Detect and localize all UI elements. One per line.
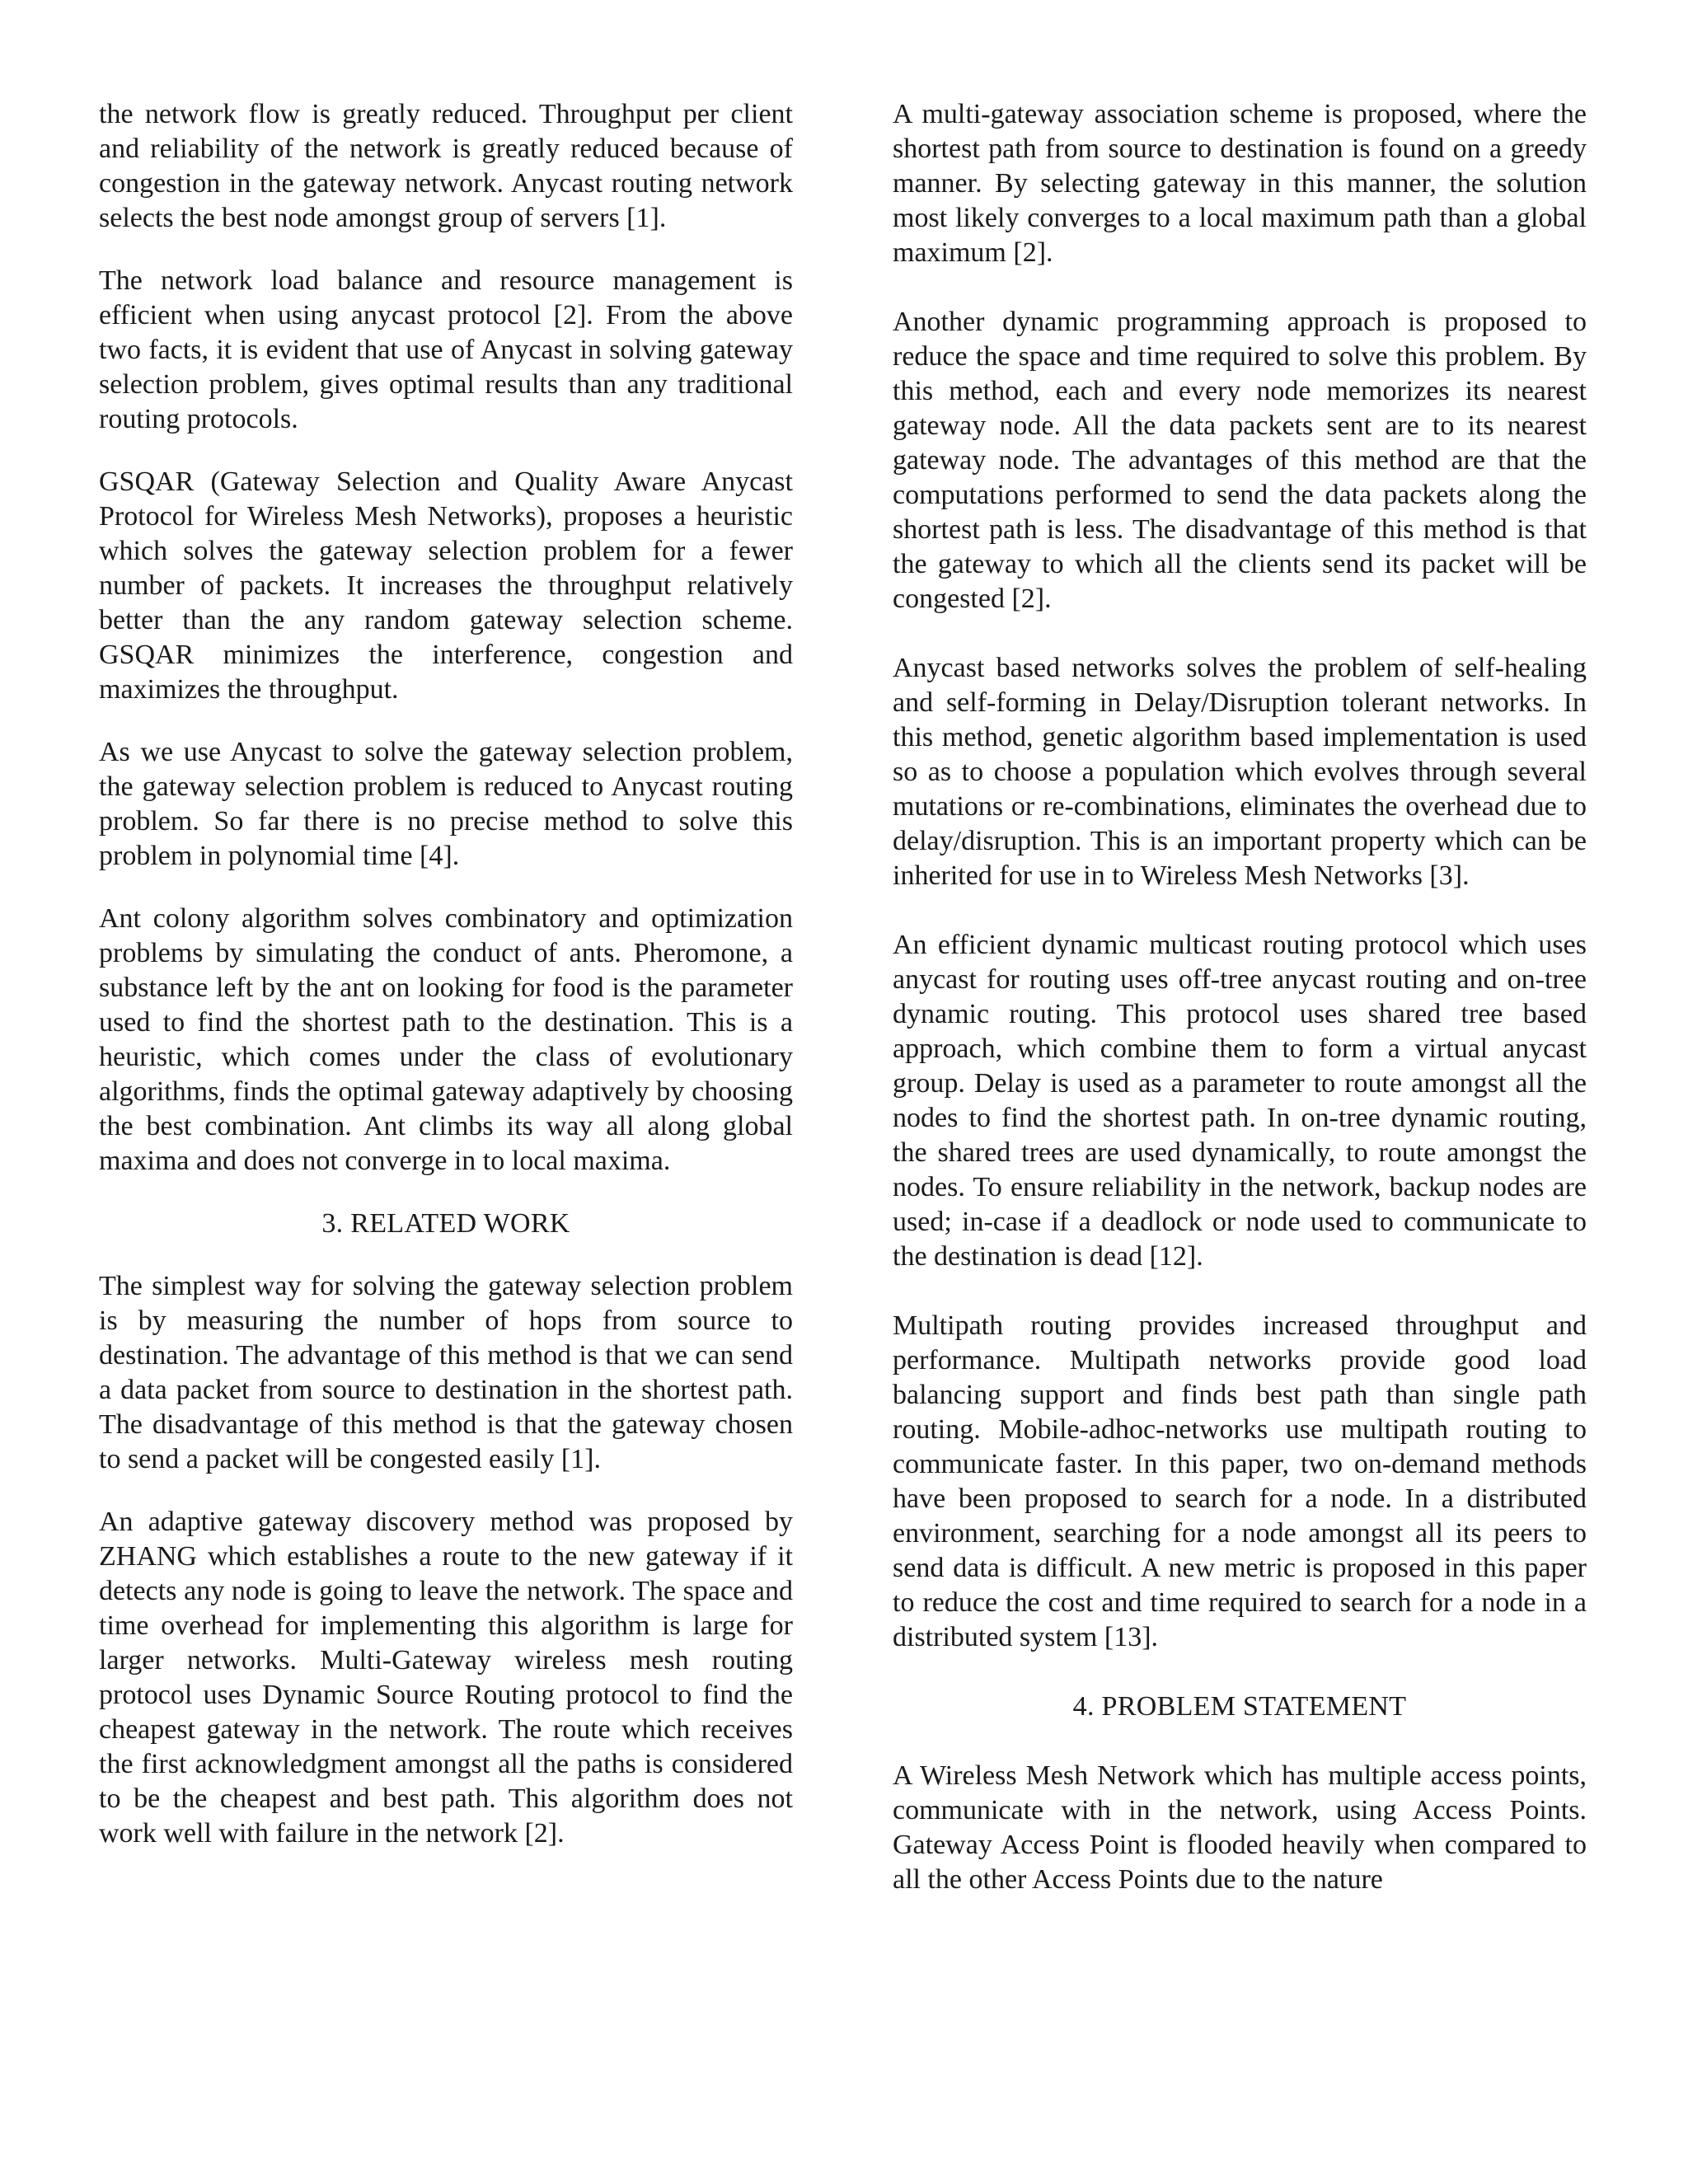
paragraph-adaptive-gateway: An adaptive gateway discovery method was proposed by ZHANG which establishes a route to the new gateway if it detects any node is going to leave the network. The space and time overhead for implementing this algorithm is large for larger networks. Multi-Gateway wireless mesh routing protocol uses Dynamic Source Routing protocol to find the cheapest gateway in the network. The route which receives the first acknowledgment amongst all the paths is considered to be the cheapest and best path. This algorithm does not work well with failure in the network [2].	[99, 1507, 793, 1849]
paragraph-load-balance: The network load balance and resource management is efficient when using anycast protocol [2]. From the above two facts, it is evident that use of Anycast in solving gateway selection problem, gives optimal results than any traditional routing protocols.	[99, 265, 793, 434]
left-column	[99, 97, 793, 1879]
right-column	[893, 97, 1587, 1932]
paragraph-multi-gateway: A multi-gateway association scheme is proposed, where the shortest path from source to destination is found on a greedy manner. By selecting gateway in this manner, the solution most likely converges to a local maximum path than a global maximum [2].	[893, 99, 1587, 268]
paragraph-hop-count: The simplest way for solving the gateway selection problem is by measuring the number of hops from source to destination. The advantage of this method is that we can send a data packet from source to destination in the shortest path. The disadvantage of this method is that the gateway chosen to send a packet will be congested easily [1].	[99, 1271, 793, 1474]
paragraph-gsqar: GSQAR (Gateway Selection and Quality Aware Anycast Protocol for Wireless Mesh Networks), proposes a heuristic which solves the gateway selection problem for a fewer number of packets. It increases the throughput relatively better than the any random gateway selection scheme. GSQAR minimizes the interference, congestion and maximizes the throughput.	[99, 466, 793, 705]
paragraph-network-flow: the network flow is greatly reduced. Throughput per client and reliability of the network is greatly reduced because of congestion in the gateway network. Anycast routing network selects the best node amongst group of servers [1].	[99, 99, 793, 233]
section-heading-related-work: 3. RELATED WORK	[321, 1208, 570, 1239]
paragraph-multicast-routing: An efficient dynamic multicast routing protocol which uses anycast for routing uses off-tree anycast routing and on-tree dynamic routing. This protocol uses shared tree based approach, which combine them to form a virtual anycast group. Delay is used as a parameter to route amongst all the nodes to find the shortest path. In on-tree dynamic routing, the shared trees are used dynamically, to route amongst the nodes. To ensure reliability in the network, backup nodes are used; in-case if a deadlock or node used to communicate to the destination is dead [12].	[893, 930, 1587, 1272]
paragraph-ant-colony: Ant colony algorithm solves combinatory and optimization problems by simulating the conduct of ants. Pheromone, a substance left by the ant on looking for food is the parameter used to find the shortest path to the destination. This is a heuristic, which comes under the class of evolutionary algorithms, finds the optimal gateway adaptively by choosing the best combination. Ant climbs its way all along global maxima and does not converge in to local maxima.	[99, 903, 793, 1176]
paragraph-multipath-routing: Multipath routing provides increased throughput and performance. Multipath networks provide good load balancing support and finds best path than single path routing. Mobile-adhoc-networks use multipath routing to communicate faster. In this paper, two on-demand methods have been proposed to search for a node. In a distributed environment, searching for a node amongst all its peers to send data is difficult. A new metric is proposed in this paper to reduce the cost and time required to search for a node in a distributed system [13].	[893, 1310, 1587, 1652]
section-heading-problem-statement: 4. PROBLEM STATEMENT	[1072, 1691, 1407, 1722]
paragraph-dtn-anycast: Anycast based networks solves the problem of self-healing and self-forming in Delay/Disruption tolerant networks. In this method, genetic algorithm based implementation is used so as to choose a population which evolves through several mutations or re-combinations, eliminates the overhead due to delay/disruption. This is an important property which can be inherited for use in to Wireless Mesh Networks [3].	[893, 653, 1587, 891]
paragraph-wmn-problem: A Wireless Mesh Network which has multiple access points, communicate with in the network, using Access Points. Gateway Access Point is flooded heavily when compared to all the other Access Points due to the nature	[893, 1760, 1587, 1895]
paragraph-anycast-reduction: As we use Anycast to solve the gateway selection problem, the gateway selection problem is reduced to Anycast routing problem. So far there is no precise method to solve this problem in polynomial time [4].	[99, 737, 793, 871]
paragraph-dynamic-programming: Another dynamic programming approach is proposed to reduce the space and time required to solve this problem. By this method, each and every node memorizes its nearest gateway node. All the data packets sent are to its nearest gateway node. The advantages of this method are that the computations performed to send the data packets along the shortest path is less. The disadvantage of this method is that the gateway to which all the clients send its packet will be congested [2].	[893, 307, 1587, 614]
